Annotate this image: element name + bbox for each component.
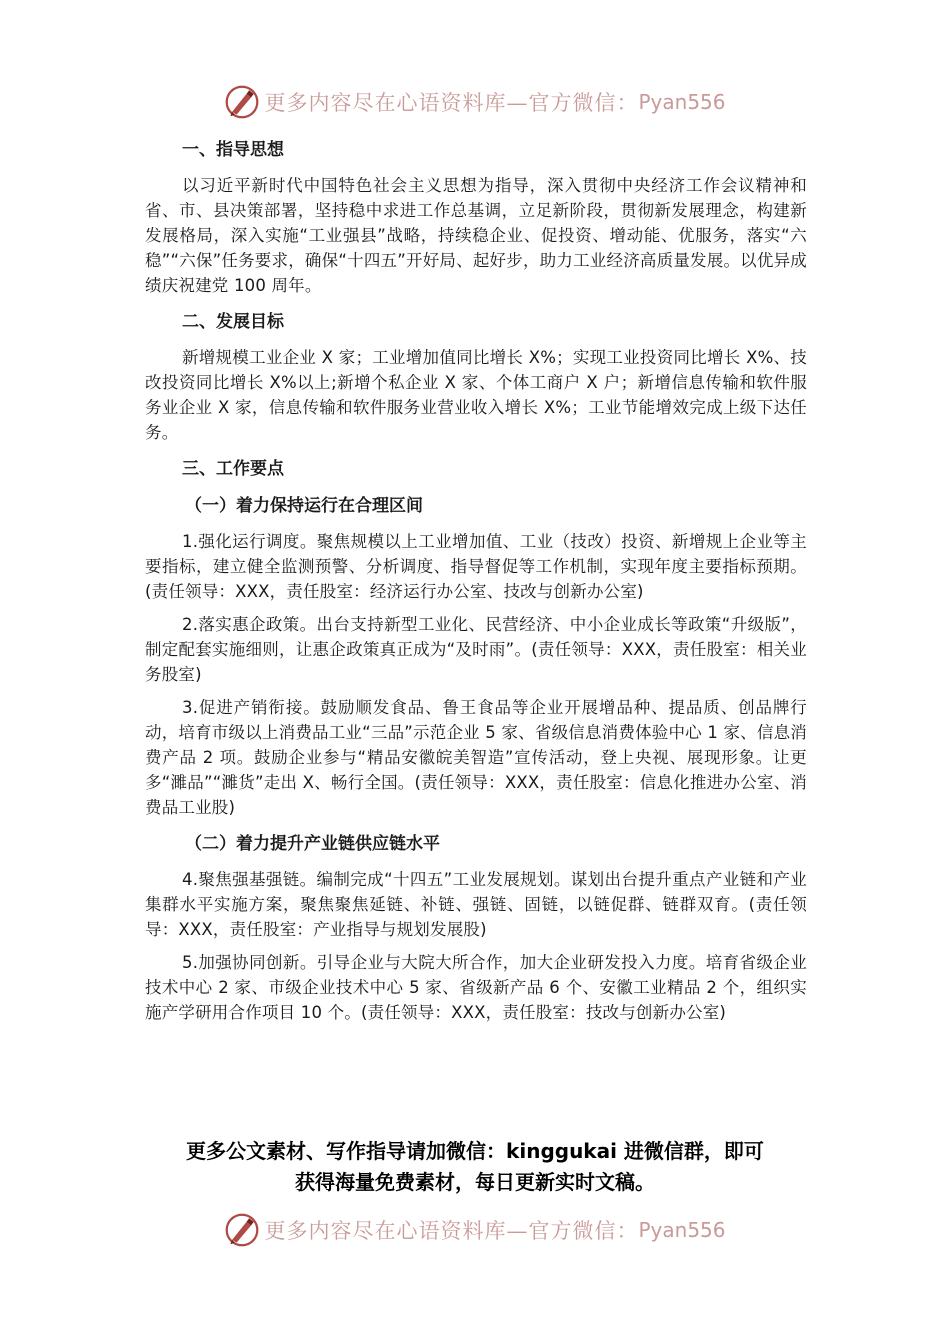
pen-logo-icon xyxy=(224,84,260,120)
work-item: 1.强化运行调度。聚焦规模以上工业增加值、工业（技改）投资、新增规上企业等主要指标，建立健全监测预警、分析调度、指导督促等工作机制，实现年度主要指标预期。(责任领导：XXX，责任股室：经济运行办公室、技改与创新办公室) xyxy=(145,532,807,601)
section-heading-work-points: 三、工作要点 xyxy=(182,459,284,479)
watermark-wechat-id: Pyan556 xyxy=(638,90,726,114)
work-item: 5.加强协同创新。引导企业与大院大所合作，加大企业研发投入力度。培育省级企业技术中心 2 家、市级企业技术中心 5 家、省级新产品 6 个、安徽工业精品 2 个，组织实施产学研用合作项目 10 个。(责任领导：XXX，责任股室：技改与创新办公室) xyxy=(145,953,807,1022)
paragraph-guiding-thought: 以习近平新时代中国特色社会主义思想为指导，深入贯彻中央经济工作会议精神和省、市、县决策部署，坚持稳中求进工作总基调，立足新阶段，贯彻新发展理念，构建新发展格局，深入实施“工业强县”战略，持续稳企业、促投资、增动能、优服务，落实“六稳”“六保”任务要求，确保“十四五”开好局、起好步，助力工业经济高质量发展。以优异成绩庆祝建党 100 周年。 xyxy=(145,176,807,295)
promo-line-1: 更多公文素材、写作指导请加微信：kinggukai 进微信群，即可 xyxy=(186,1139,764,1163)
section-heading-guiding-thought: 一、指导思想 xyxy=(182,140,284,160)
subsection-heading-2: （二）着力提升产业链供应链水平 xyxy=(185,834,440,854)
watermark-wechat-id: Pyan556 xyxy=(638,1218,726,1242)
watermark-text: 更多内容尽在心语资料库—官方微信： xyxy=(264,91,639,115)
header-watermark xyxy=(0,82,950,122)
paragraph-development-goals: 新增规模工业企业 X 家；工业增加值同比增长 X%；实现工业投资同比增长 X%、技改投资同比增长 X%以上;新增个私企业 X 家、个体工商户 X 户；新增信息传输和软件服务业企业 X 家，信息传输和软件服务业营业收入增长 X%；工业节能增效完成上级下达任务。 xyxy=(145,348,807,442)
pen-logo-icon xyxy=(224,1212,260,1248)
work-item: 3.促进产销衔接。鼓励顺发食品、鲁王食品等企业开展增品种、提品质、创品牌行动，培育市级以上消费品工业“三品”示范企业 5 家、省级信息消费体验中心 1 家、信息消费产品 2 项。鼓励企业参与“精品安徽皖美智造”宣传活动，登上央视、展现形象。让更多“濉品”“濉货”走出 X、畅行全国。(责任领导：XXX，责任股室：信息化推进办公室、消费品工业股) xyxy=(145,698,807,817)
footer-watermark xyxy=(0,1210,950,1250)
subsection-heading-1: （一）着力保持运行在合理区间 xyxy=(185,496,423,516)
promo-notice xyxy=(60,1136,890,1198)
section-heading-development-goals: 二、发展目标 xyxy=(182,312,284,332)
watermark-text: 更多内容尽在心语资料库—官方微信： xyxy=(264,1219,639,1243)
document-body xyxy=(145,138,807,1033)
work-item: 4.聚焦强基强链。编制完成“十四五”工业发展规划。谋划出台提升重点产业链和产业集群水平实施方案，聚焦聚焦延链、补链、强链、固链，以链促群、链群双育。(责任领导：XXX，责任股室：产业指导与规划发展股) xyxy=(145,870,807,939)
promo-line-2: 获得海量免费素材，每日更新实时文稿。 xyxy=(295,1170,655,1194)
work-item: 2.落实惠企政策。出台支持新型工业化、民营经济、中小企业成长等政策“升级版”，制定配套实施细则，让惠企政策真正成为“及时雨”。(责任领导：XXX，责任股室：相关业务股室) xyxy=(145,615,807,684)
